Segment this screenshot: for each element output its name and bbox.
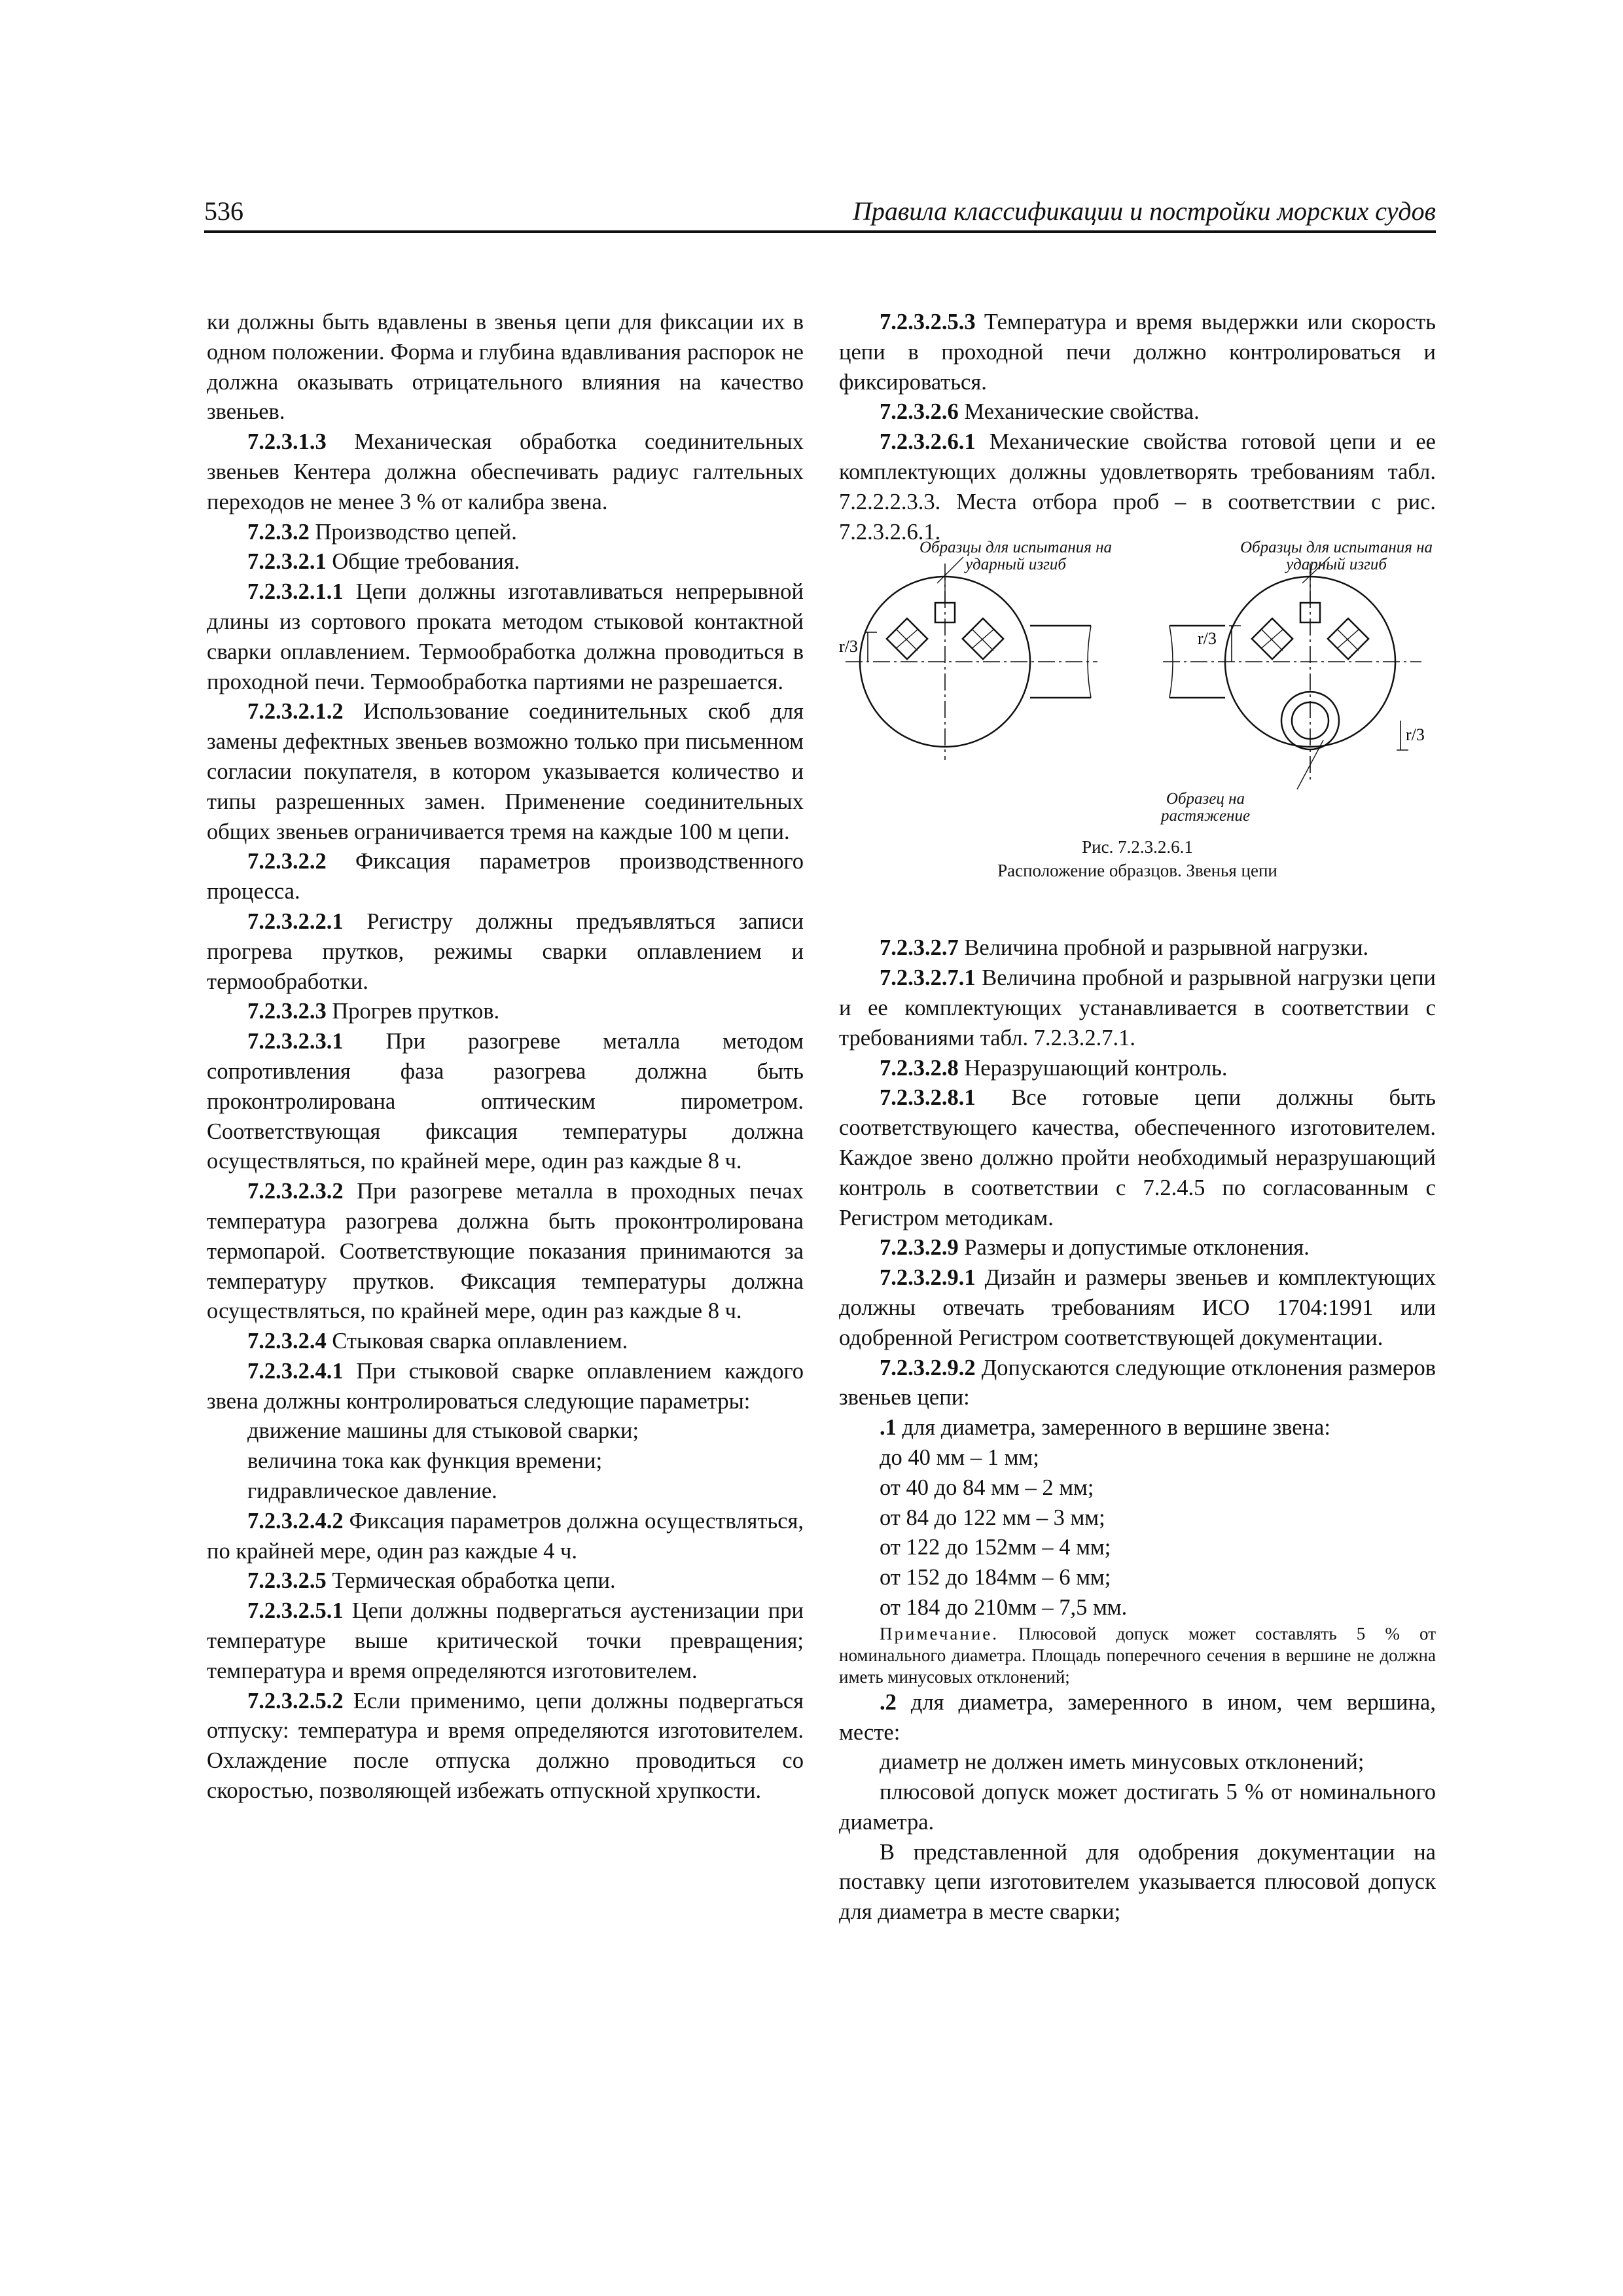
- list-number: .1: [880, 1415, 897, 1441]
- section-number: 7.2.3.2.7.1: [880, 965, 976, 991]
- paragraph: 7.2.3.2.2 Фиксация параметров производственного процесса.: [207, 849, 804, 905]
- figure-number: Рис. 7.2.3.2.6.1: [1082, 837, 1193, 857]
- list-item: гидравлическое давление.: [247, 1479, 497, 1504]
- section-number: 7.2.3.2.4: [247, 1329, 327, 1354]
- section-heading: 7.2.3.2 Производство цепей.: [247, 519, 517, 545]
- paragraph: ки должны быть вдавлены в звенья цепи для фиксации их в одном положении. Форма и глубина вдавливания распорок не должна оказывать отрицательного влияния на качество звеньев.: [207, 310, 804, 425]
- paragraph: 7.2.3.2.5.1 Цепи должны подвергаться аустенизации при температуре выше критической точки превращения; температура и время определяются изготовителем.: [207, 1598, 804, 1683]
- list-item: движение машины для стыковой сварки;: [247, 1418, 639, 1444]
- paragraph: 7.2.3.2.3.2 При разогреве металла в проходных печах температура разогрева должна быть проконтролирована термопарой. Соответствующие показания принимаются за температуру прутков. Фиксация температуры должна осуществляться, по крайней мере, один раз каждые 8 ч.: [207, 1179, 804, 1324]
- note: Примечание. Плюсовой допуск может составлять 5 % от номинального диаметра. Площадь поперечного сечения в вершине не должна иметь минусовых отклонений;: [839, 1623, 1436, 1687]
- paragraph: 7.2.3.2.6.1 Механические свойства готовой цепи и ее комплектующих должны удовлетворять требованиям табл. 7.2.2.2.3.3. Места отбора проб – в соответствии с рис. 7.2.3.2.6.1.: [839, 429, 1436, 545]
- section-number: 7.2.3.1.3: [247, 429, 327, 455]
- section-number: 7.2.3.2.7: [880, 935, 959, 961]
- list-item: от 40 до 84 мм – 2 мм;: [880, 1475, 1094, 1500]
- section-heading: 7.2.3.2.3 Прогрев прутков.: [247, 999, 500, 1024]
- list-item: от 84 до 122 мм – 3 мм;: [880, 1505, 1105, 1530]
- paragraph: плюсовой допуск может достигать 5 % от номинального диаметра.: [839, 1780, 1436, 1835]
- paragraph: 7.2.3.2.9.1 Дизайн и размеры звеньев и комплектующих должны отвечать требованиям ИСО 1704:1991 или одобренной Регистром соответствующей документации.: [839, 1265, 1436, 1350]
- section-number: 7.2.3.2.2: [247, 849, 327, 874]
- paragraph: 7.2.3.2.5.3 Температура и время выдержки или скорость цепи в проходной печи должно контролироваться и фиксироваться.: [839, 310, 1436, 395]
- note-label: Примечание.: [880, 1623, 999, 1643]
- paragraph: 7.2.3.2.1.2 Использование соединительных скоб для замены дефектных звеньев возможно только при письменном согласии покупателя, в котором указывается количество и типы разрешенных замен. Применение соединительных общих звеньев ограничивается тремя на каждые 100 м цепи.: [207, 699, 804, 844]
- section-heading: 7.2.3.2.6 Механические свойства.: [880, 399, 1200, 425]
- paragraph: 7.2.3.2.4.2 Фиксация параметров должна осуществляться, по крайней мере, один раз каждые 4 ч.: [207, 1508, 804, 1564]
- section-heading: 7.2.3.2.4 Стыковая сварка оплавлением.: [247, 1329, 628, 1354]
- running-title: Правила классификации и постройки морских судов: [852, 196, 1436, 226]
- figure-title: Расположение образцов. Звенья цепи: [997, 861, 1277, 881]
- list-item: диаметр не должен иметь минусовых отклонений;: [880, 1749, 1364, 1775]
- impact-label-right: Образцы для испытания на ударный изгиб: [1240, 539, 1433, 574]
- paragraph: 7.2.3.2.1.1 Цепи должны изготавливаться непрерывной длины из сортового проката методом стыковой контактной сварки оплавлением. Термообработка должна проводиться в проходной печи. Термообработка партиями не разрешается.: [207, 579, 804, 694]
- section-number: 7.2.3.2.5: [247, 1568, 327, 1594]
- list-number: .2: [880, 1689, 897, 1715]
- paragraph: 7.2.3.2.8.1 Все готовые цепи должны быть соответствующего качества, обеспеченного изготовителем. Каждое звено должно пройти необходимый неразрушающий контроль в соответствии с 7.2.4.5 по согласованным с Регистром методикам.: [839, 1085, 1436, 1230]
- paragraph: 7.2.3.2.5.2 Если применимо, цепи должны подвергаться отпуску: температура и время определяются изготовителем. Охлаждение после отпуска должно проводиться со скоростью, позволяющей избежать отпускной хрупкости.: [207, 1688, 804, 1804]
- section-number: 7.2.3.2.8.1: [880, 1085, 976, 1111]
- r3-label: r/3: [1406, 725, 1425, 745]
- section-number: 7.2.3.2.5.2: [247, 1688, 344, 1713]
- section-number: 7.2.3.2.9: [880, 1235, 959, 1261]
- left-column: [207, 308, 804, 1806]
- section-number: 7.2.3.2.5.1: [247, 1598, 344, 1624]
- section-number: 7.2.3.2.6: [880, 399, 959, 425]
- section-number: 7.2.3.2.6.1: [880, 429, 976, 455]
- spacer: [839, 888, 1436, 933]
- section-number: 7.2.3.2: [247, 519, 310, 545]
- section-number: 7.2.3.2.4.2: [247, 1508, 344, 1534]
- right-column: [839, 308, 1436, 1928]
- section-number: 7.2.3.2.4.1: [247, 1358, 344, 1384]
- section-number: 7.2.3.2.1.2: [247, 699, 344, 725]
- paragraph: 7.2.3.2.7.1 Величина пробной и разрывной нагрузки цепи и ее комплектующих устанавливается в соответствии с требованиями табл. 7.2.3.2.7.1.: [839, 965, 1436, 1050]
- r3-label: r/3: [1198, 629, 1217, 649]
- section-number: 7.2.3.2.9.2: [880, 1355, 976, 1380]
- list-item: .1 для диаметра, замеренного в вершине звена:: [880, 1415, 1330, 1441]
- tensile-label: Образец на растяжение: [1160, 790, 1251, 825]
- header-rule: [204, 230, 1436, 233]
- section-heading: 7.2.3.2.1 Общие требования.: [247, 549, 520, 575]
- paragraph: 7.2.3.2.2.1 Регистру должны предъявляться записи прогрева прутков, режимы сварки оплавлением и термообработки.: [207, 908, 804, 994]
- list-item: величина тока как функция времени;: [247, 1448, 603, 1474]
- paragraph: 7.2.3.1.3 Механическая обработка соединительных звеньев Кентера должна обеспечивать радиус галтельных переходов не менее 3 % от калибра звена.: [207, 429, 804, 514]
- section-number: 7.2.3.2.1.1: [247, 579, 344, 605]
- section-number: 7.2.3.2.3.2: [247, 1179, 344, 1204]
- paragraph: В представленной для одобрения документации на поставку цепи изготовителем указывается плюсовой допуск для диаметра в месте сварки;: [839, 1839, 1436, 1925]
- list-item: от 152 до 184мм – 6 мм;: [880, 1565, 1111, 1590]
- page-number: 536: [204, 196, 243, 226]
- section-heading: 7.2.3.2.9 Размеры и допустимые отклонения.: [880, 1235, 1310, 1261]
- section-heading: 7.2.3.2.7 Величина пробной и разрывной нагрузки.: [880, 935, 1369, 961]
- section-number: 7.2.3.2.2.1: [247, 908, 344, 934]
- page-header: [204, 196, 1436, 230]
- section-number: 7.2.3.2.3.1: [247, 1029, 344, 1054]
- r3-label: r/3: [839, 637, 858, 656]
- list-item: до 40 мм – 1 мм;: [880, 1444, 1039, 1470]
- section-heading: 7.2.3.2.5 Термическая обработка цепи.: [247, 1568, 616, 1594]
- section-number: 7.2.3.2.1: [247, 549, 327, 575]
- figure-chain-link-specimens: [839, 539, 1436, 888]
- impact-label-left: Образцы для испытания на ударный изгиб: [919, 539, 1113, 574]
- section-number: 7.2.3.2.9.1: [880, 1265, 976, 1291]
- section-number: 7.2.3.2.3: [247, 999, 327, 1024]
- section-heading: 7.2.3.2.8 Неразрушающий контроль.: [880, 1055, 1228, 1081]
- paragraph: 7.2.3.2.9.2 Допускаются следующие отклонения размеров звеньев цепи:: [839, 1355, 1436, 1410]
- figure-caption: [839, 835, 1436, 882]
- list-item: .2 для диаметра, замеренного в ином, чем вершина, месте:: [839, 1689, 1436, 1745]
- section-number: 7.2.3.2.8: [880, 1055, 959, 1081]
- list-item: от 122 до 152мм – 4 мм;: [880, 1535, 1111, 1560]
- list-item: от 184 до 210мм – 7,5 мм.: [880, 1594, 1128, 1620]
- paragraph: 7.2.3.2.4.1 При стыковой сварке оплавлением каждого звена должны контролироваться следующие параметры:: [207, 1358, 804, 1414]
- section-number: 7.2.3.2.5.3: [880, 310, 976, 334]
- paragraph: 7.2.3.2.3.1 При разогреве металла методом сопротивления фаза разогрева должна быть проконтролирована оптическим пирометром. Соответствующая фиксация температуры должна осуществляться, по крайней мере, один раз каждые 8 ч.: [207, 1029, 804, 1174]
